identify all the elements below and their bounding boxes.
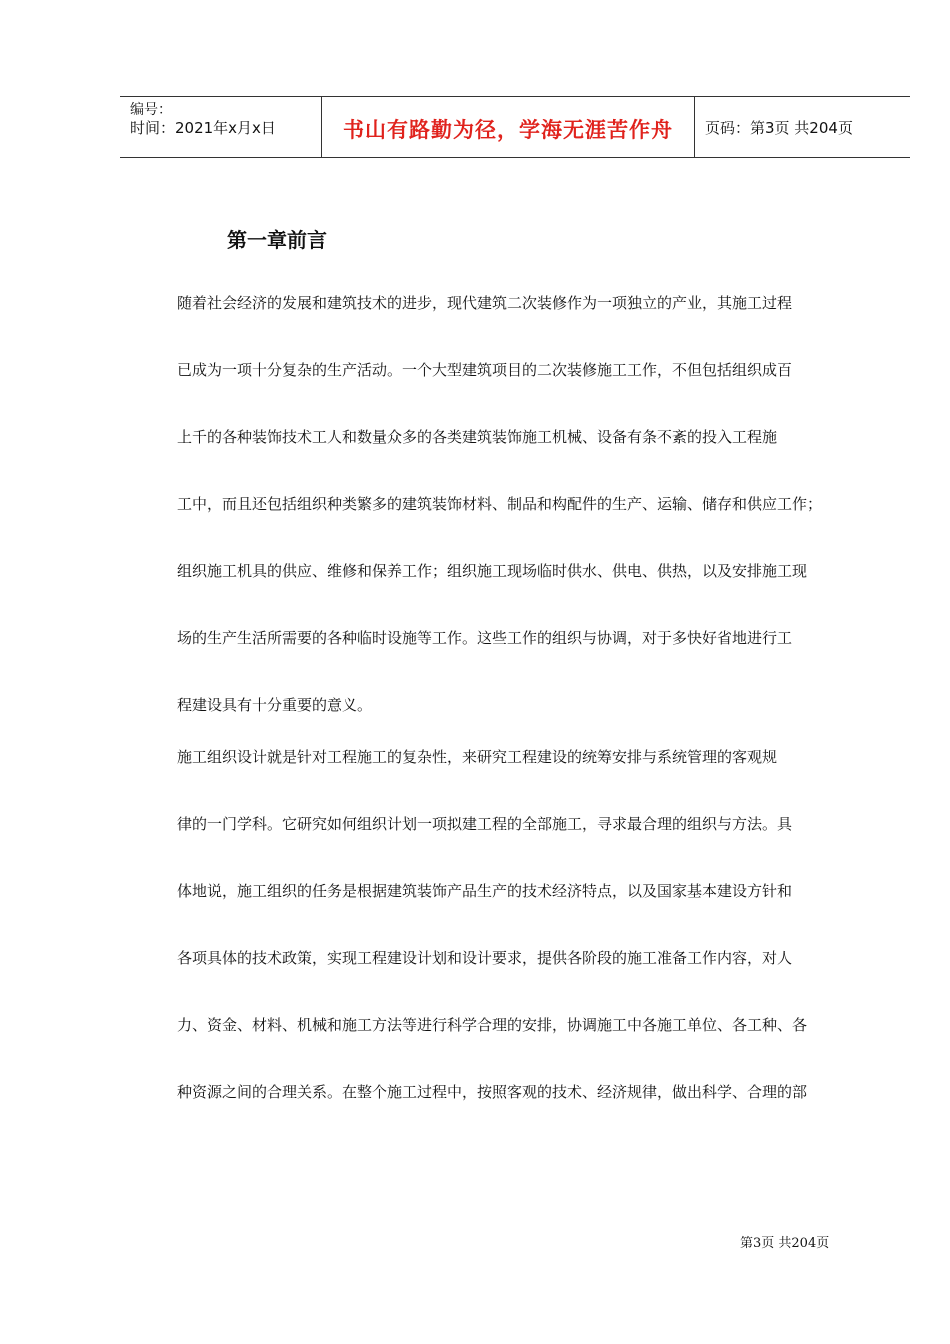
- body-line: 种资源之间的合理关系。在整个施工过程中，按照客观的技术、经济规律，做出科学、合理的部: [177, 1083, 808, 1101]
- body-line: 施工组织设计就是针对工程施工的复杂性，来研究工程建设的统筹安排与系统管理的客观规: [177, 748, 778, 766]
- body-line: 上千的各种装饰技术工人和数量众多的各类建筑装饰施工机械、设备有条不紊的投入工程施: [177, 428, 778, 446]
- page-header: [120, 96, 910, 158]
- page-footer: 第3页 共204页: [740, 1236, 830, 1251]
- body-line: 场的生产生活所需要的各种临时设施等工作。这些工作的组织与协调，对于多快好省地进行工: [177, 629, 793, 647]
- body-line: 律的一门学科。它研究如何组织计划一项拟建工程的全部施工，寻求最合理的组织与方法。具: [177, 815, 793, 833]
- header-motto-cell: [322, 97, 695, 157]
- body-line: 力、资金、材料、机械和施工方法等进行科学合理的安排，协调施工中各施工单位、各工种、各: [177, 1016, 808, 1034]
- chapter-title: 第一章前言: [227, 228, 327, 252]
- body-line: 程建设具有十分重要的意义。: [177, 696, 373, 714]
- body-line: 随着社会经济的发展和建筑技术的进步，现代建筑二次装修作为一项独立的产业，其施工过程: [177, 294, 793, 312]
- body-line: 体地说，施工组织的任务是根据建筑装饰产品生产的技术经济特点，以及国家基本建设方针和: [177, 882, 793, 900]
- header-meta-cell: [120, 97, 322, 157]
- body-line: 组织施工机具的供应、维修和保养工作；组织施工现场临时供水、供电、供热，以及安排施工现: [177, 562, 808, 580]
- body-line: 各项具体的技术政策，实现工程建设计划和设计要求，提供各阶段的施工准备工作内容，对人: [177, 949, 793, 967]
- header-motto: 书山有路勤为径，学海无涯苦作舟: [343, 118, 673, 142]
- header-page-info: 页码：第3页 共204页: [705, 119, 853, 137]
- document-date: 时间：2021年x月x日: [130, 119, 276, 137]
- body-line: 工中，而且还包括组织种类繁多的建筑装饰材料、制品和构配件的生产、运输、储存和供应工作；: [177, 495, 823, 513]
- document-number-label: 编号：: [130, 102, 172, 118]
- header-page-cell: [695, 97, 910, 157]
- body-line: 已成为一项十分复杂的生产活动。一个大型建筑项目的二次装修施工工作，不但包括组织成百: [177, 361, 793, 379]
